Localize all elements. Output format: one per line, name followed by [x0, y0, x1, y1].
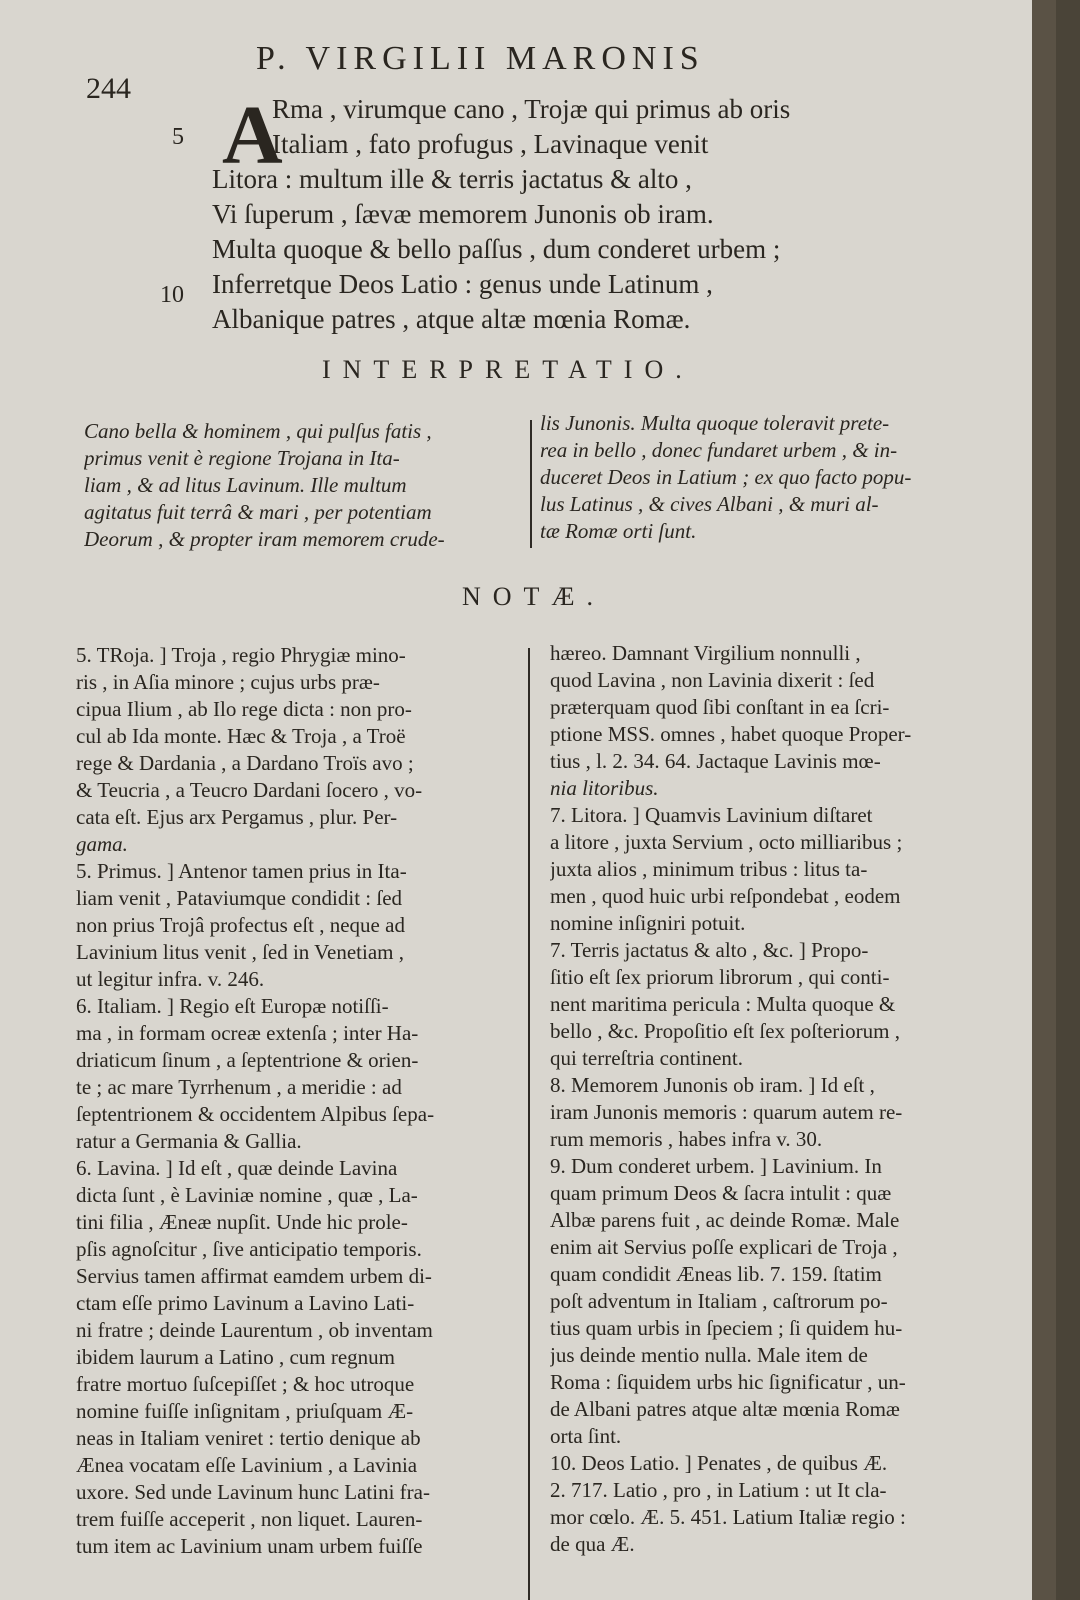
text-line: 2. 717. Latio , pro , in Latium : ut It cla- [550, 1478, 887, 1502]
text-line: 8. Memorem Junonis ob iram. ] Id eſt , [550, 1073, 875, 1097]
text-line: Lavinium litus venit , ſed in Venetiam , [76, 940, 404, 964]
text-line: ſeptentrionem & occidentem Alpibus ſepa- [76, 1102, 435, 1126]
text-line: 7. Terris jactatus & alto , &c. ] Propo- [550, 938, 869, 962]
text-line: qui terreſtria continent. [550, 1046, 744, 1070]
text-line: ptione MSS. omnes , habet quoque Proper- [550, 722, 912, 746]
poem-line: Litora : multum ille & terris jactatus & alto , [212, 164, 692, 194]
text-line: uxore. Sed unde Lavinum hunc Latini fra- [76, 1480, 430, 1504]
text-line: rea in bello , donec fundaret urbem , & in- [540, 438, 898, 462]
text-line: non prius Trojâ profectus eſt , neque ad [76, 913, 405, 937]
drop-cap: A [222, 89, 283, 182]
interpretatio-heading: INTERPRETATIO. [322, 355, 694, 384]
text-line: liam , & ad litus Lavinum. Ille multum [84, 473, 407, 497]
notae-heading: NOTÆ. [462, 582, 606, 611]
text-line: nomine fuiſſe inſignitam , priuſquam Æ- [76, 1399, 414, 1423]
interpretatio-right-column [540, 410, 1000, 545]
column-divider [530, 420, 532, 548]
text-line: cipua Ilium , ab Ilo rege dicta : non pro- [76, 697, 412, 721]
page-number: 244 [86, 72, 131, 105]
text-line: tum item ac Lavinium unam urbem fuiſſe [76, 1534, 423, 1558]
text-line: 6. Lavina. ] Id eſt , quæ deinde Lavina [76, 1156, 398, 1180]
notes-right-column [550, 640, 1006, 1558]
text-line: tini filia , Æneæ nupſit. Unde hic prole- [76, 1210, 408, 1234]
text-line: ut legitur infra. v. 246. [76, 967, 265, 991]
text-line: quod Lavina , non Lavinia dixerit : ſed [550, 668, 875, 692]
text-line: rege & Dardania , a Dardano Troïs avo ; [76, 751, 414, 775]
text-line: bello , &c. Propoſitio eſt ſex poſteriorum , [550, 1019, 900, 1043]
poem-block [212, 89, 932, 337]
text-line: mor cœlo. Æ. 5. 451. Latium Italiæ regio : [550, 1505, 906, 1529]
text-line: quam condidit Æneas lib. 7. 159. ſtatim [550, 1262, 882, 1286]
text-line: tæ Romæ orti ſunt. [540, 519, 697, 543]
text-line: 7. Litora. ] Quamvis Lavinium diſtaret [550, 803, 873, 827]
text-line: Ænea vocatam eſſe Lavinium , a Lavinia [76, 1453, 418, 1477]
text-line: Cano bella & hominem , qui pulſus fatis , [84, 419, 432, 443]
text-line: dicta ſunt , è Laviniæ nomine , quæ , La- [76, 1183, 418, 1207]
poem-line: Italiam , fato profugus , Lavinaque venit [272, 129, 709, 159]
text-line: de qua Æ. [550, 1532, 635, 1556]
text-line: duceret Deos in Latium ; ex quo facto popu- [540, 465, 912, 489]
text-line: ni fratre ; deinde Laurentum , ob inventam [76, 1318, 433, 1342]
text-line: 9. Dum conderet urbem. ] Lavinium. In [550, 1154, 882, 1178]
text-line: poſt adventum in Italiam , caſtrorum po- [550, 1289, 888, 1313]
text-line: primus venit è regione Trojana in Ita- [84, 446, 400, 470]
text-line: neas in Italiam veniret : tertio denique ab [76, 1426, 421, 1450]
text-line: agitatus fuit terrâ & mari , per potentiam [84, 500, 432, 524]
text-line: driaticum ſinum , a ſeptentrione & orien- [76, 1048, 419, 1072]
text-line: ma , in formam ocreæ extenſa ; inter Ha- [76, 1021, 419, 1045]
text-line: Roma : ſiquidem urbs hic ſignificatur , un- [550, 1370, 906, 1394]
text-line: præterquam quod ſibi conſtant in ea ſcri- [550, 695, 890, 719]
notes-left-column [76, 642, 526, 1560]
text-line: Deorum , & propter iram memorem crude- [84, 527, 445, 551]
running-title: P. VIRGILII MARONIS [256, 40, 705, 77]
verse-number-5: 5 [172, 124, 184, 150]
text-line: tius , l. 2. 34. 64. Jactaque Lavinis mœ- [550, 749, 881, 773]
text-line: ctam eſſe primo Lavinum a Lavino Lati- [76, 1291, 415, 1315]
text-line: te ; ac mare Tyrrhenum , a meridie : ad [76, 1075, 402, 1099]
text-line: a litore , juxta Servium , octo milliaribus ; [550, 830, 903, 854]
text-line: tius quam urbis in ſpeciem ; ſi quidem hu- [550, 1316, 903, 1340]
text-line: Servius tamen affirmat eamdem urbem di- [76, 1264, 432, 1288]
text-line: Albæ parens fuit , ac deinde Romæ. Male [550, 1208, 900, 1232]
text-line: 10. Deos Latio. ] Penates , de quibus Æ. [550, 1451, 888, 1475]
text-line: juxta alios , minimum tribus : litus ta- [550, 857, 868, 881]
text-line: nent maritima pericula : Multa quoque & [550, 992, 896, 1016]
text-line: men , quod huic urbi reſpondebat , eodem [550, 884, 901, 908]
poem-line: Vi ſuperum , ſævæ memorem Junonis ob iram. [212, 199, 714, 229]
text-line: 6. Italiam. ] Regio eſt Europæ notiſſi- [76, 994, 389, 1018]
text-line: 5. TRoja. ] Troja , regio Phrygiæ mino- [76, 643, 406, 667]
text-line: ſitio eſt ſex priorum librorum , qui conti- [550, 965, 890, 989]
text-line: jus deinde mentio nulla. Male item de [550, 1343, 868, 1367]
text-line: iram Junonis memoris : quarum autem re- [550, 1100, 903, 1124]
verse-number-10: 10 [160, 282, 184, 308]
poem-line: Inferretque Deos Latio : genus unde Latinum , [212, 269, 713, 299]
text-line: 5. Primus. ] Antenor tamen prius in Ita- [76, 859, 407, 883]
text-line: hæreo. Damnant Virgilium nonnulli , [550, 641, 861, 665]
text-line: liam venit , Pataviumque condidit : ſed [76, 886, 403, 910]
text-line: nomine inſigniri potuit. [550, 911, 746, 935]
text-line: trem fuiſſe acceperit , non liquet. Lauren- [76, 1507, 423, 1531]
text-line: ibidem laurum a Latino , cum regnum [76, 1345, 395, 1369]
text-line: lus Latinus , & cives Albani , & muri al- [540, 492, 879, 516]
poem-line: Multa quoque & bello paſſus , dum conderet urbem ; [212, 234, 781, 264]
text-line: & Teucria , a Teucro Dardani ſocero , vo- [76, 778, 423, 802]
text-line: rum memoris , habes infra v. 30. [550, 1127, 823, 1151]
text-line: enim ait Servius poſſe explicari de Troja , [550, 1235, 898, 1259]
poem-line: Albanique patres , atque altæ mœnia Romæ. [212, 304, 691, 334]
text-line: ris , in Aſia minore ; cujus urbs præ- [76, 670, 380, 694]
column-divider [528, 648, 530, 1600]
text-line: orta ſint. [550, 1424, 622, 1448]
book-spine-edge [1032, 0, 1056, 1600]
text-line: gama. [76, 832, 128, 856]
text-line: quam primum Deos & ſacra intulit : quæ [550, 1181, 892, 1205]
text-line: lis Junonis. Multa quoque toleravit prete- [540, 411, 890, 435]
poem-line: Rma , virumque cano , Trojæ qui primus ab oris [272, 94, 791, 124]
text-line: ratur a Germania & Gallia. [76, 1129, 302, 1153]
text-line: pſis agnoſcitur , ſive anticipatio temporis. [76, 1237, 422, 1261]
text-line: fratre mortuo ſuſcepiſſet ; & hoc utroque [76, 1372, 415, 1396]
interpretatio-left-column [84, 418, 520, 553]
text-line: cata eſt. Ejus arx Pergamus , plur. Per- [76, 805, 398, 829]
text-line: de Albani patres atque altæ mœnia Romæ [550, 1397, 900, 1421]
text-line: cul ab Ida monte. Hæc & Troja , a Troë [76, 724, 406, 748]
text-line: nia litoribus. [550, 776, 659, 800]
